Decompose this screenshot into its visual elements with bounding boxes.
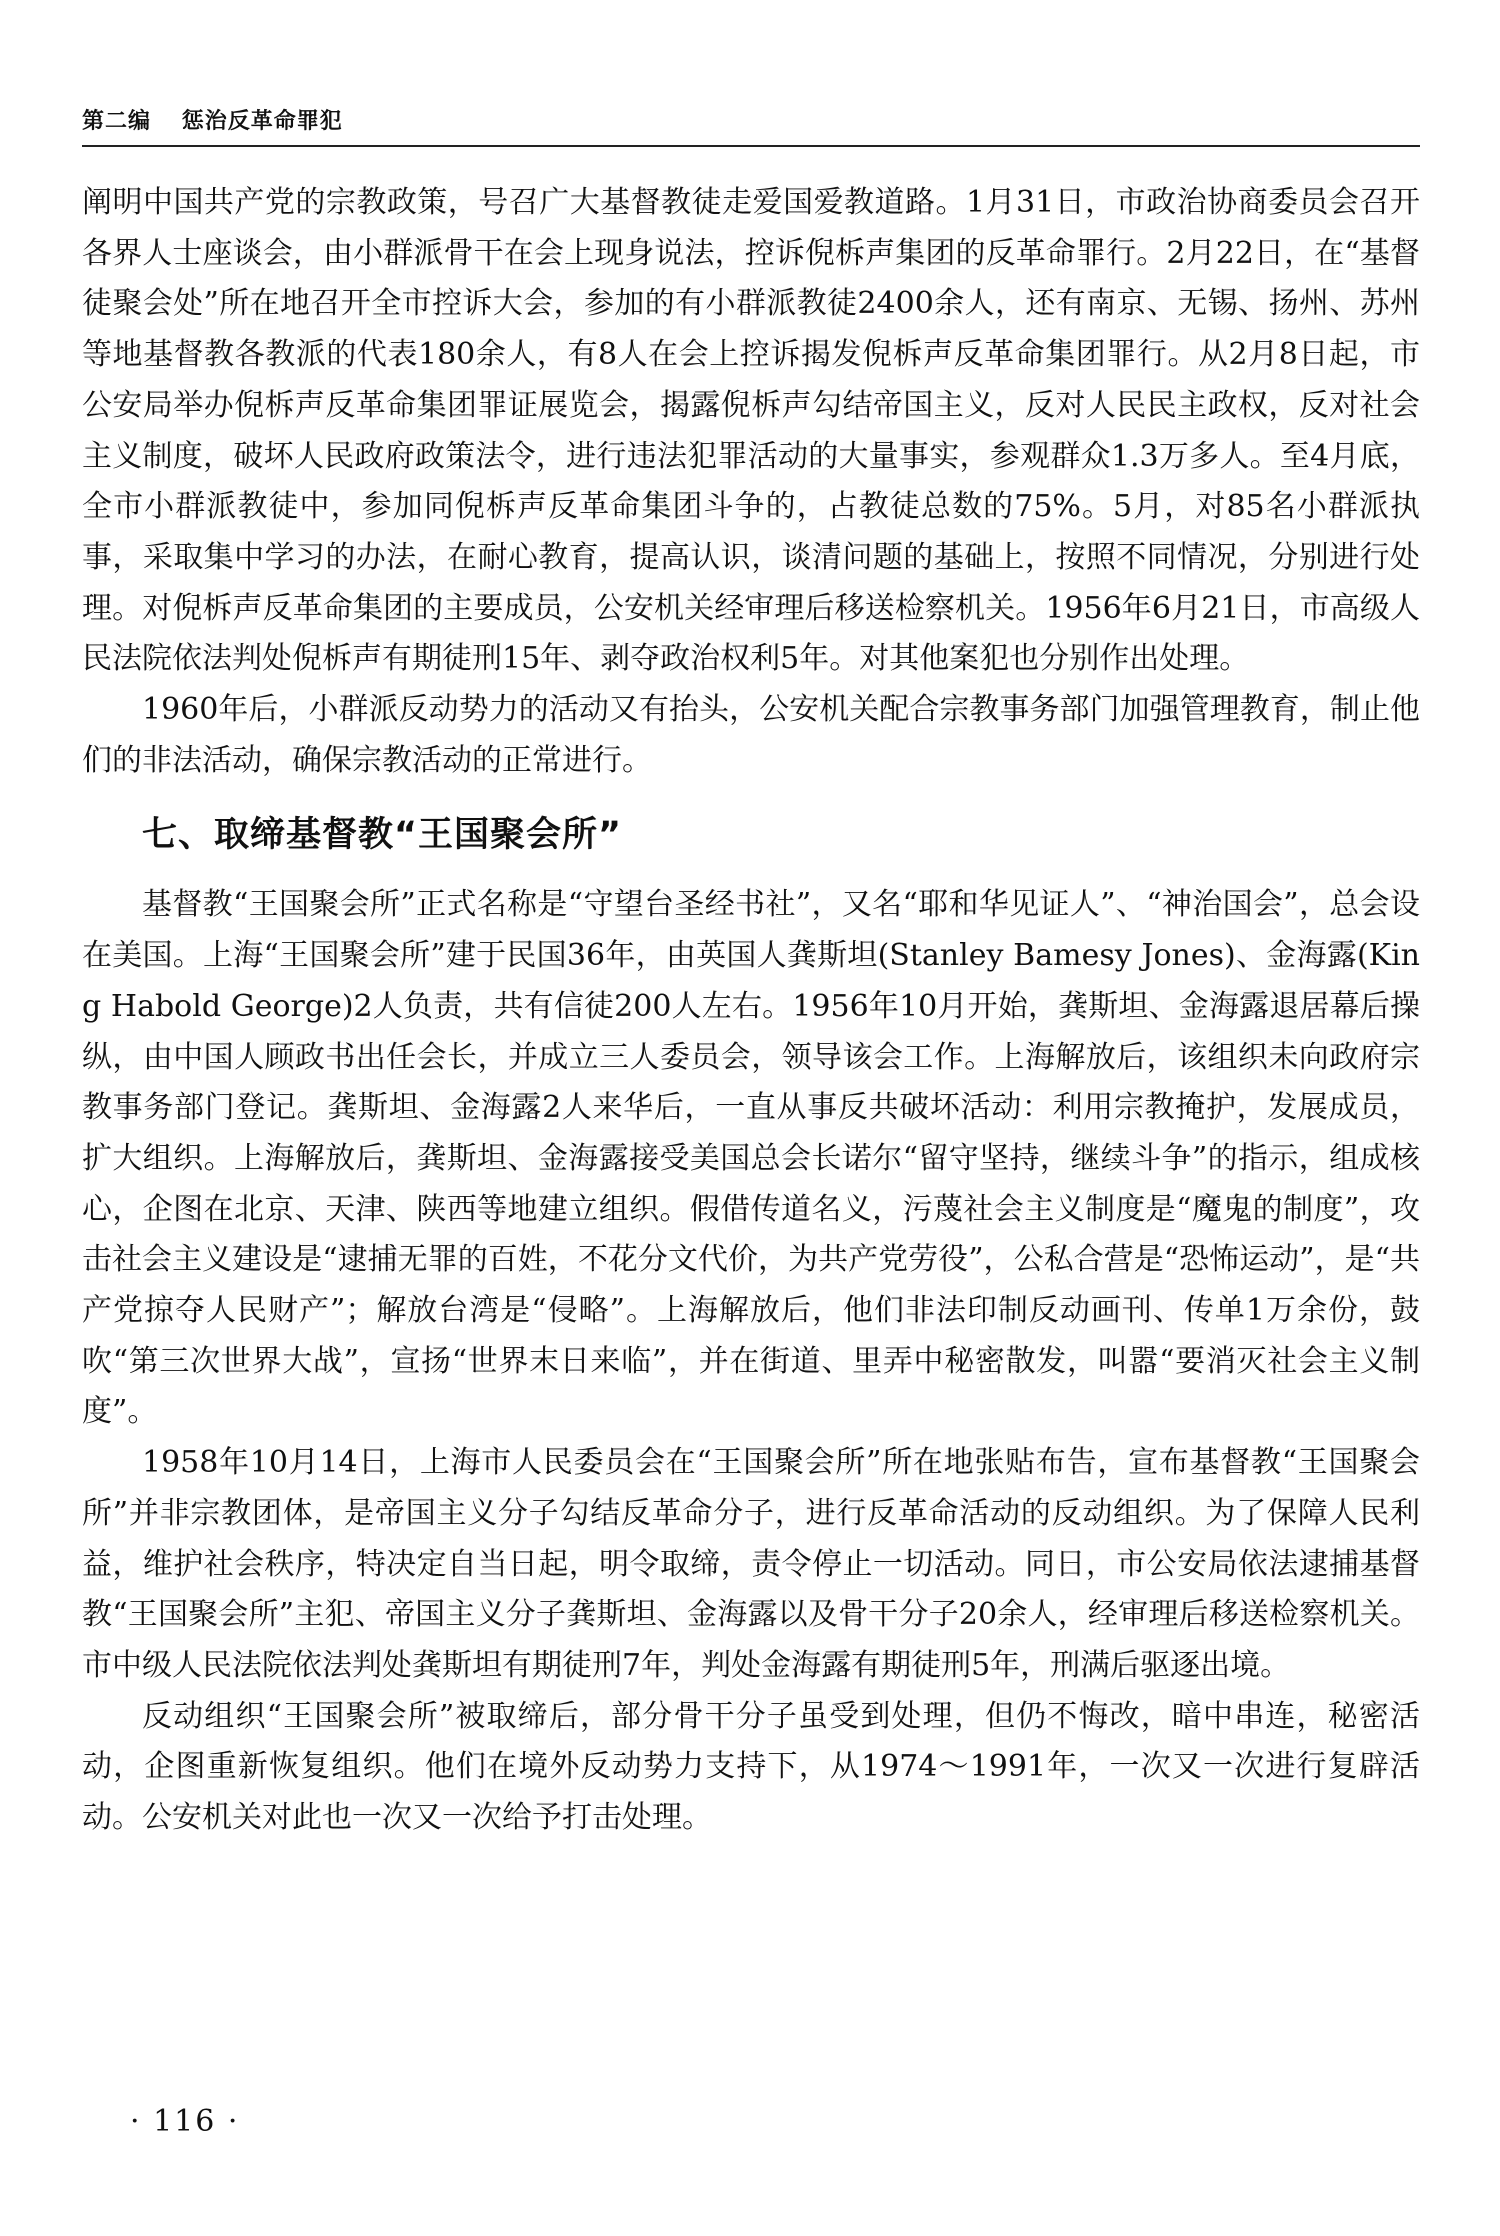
header-title: 惩治反革命罪犯 bbox=[181, 109, 343, 134]
paragraph-5: 反动组织“王国聚会所”被取缔后，部分骨干分子虽受到处理，但仍不悔改，暗中串连，秘密活动，企图重新恢复组织。他们在境外反动势力支持下，从1974～1991年，一次又一次进行复辟活动。公安机关对此也一次又一次给予打击处理。 bbox=[82, 1698, 1420, 1836]
paragraph-2: 1960年后，小群派反动势力的活动又有抬头，公安机关配合宗教事务部门加强管理教育，制止他们的非法活动，确保宗教活动的正常进行。 bbox=[82, 692, 1420, 778]
paragraph-1: 阐明中国共产党的宗教政策，号召广大基督教徒走爱国爱教道路。1月31日，市政治协商委员会召开各界人士座谈会，由小群派骨干在会上现身说法，控诉倪柝声集团的反革命罪行。2月22日，在“基督徒聚会处”所在地召开全市控诉大会，参加的有小群派教徒2400余人，还有南京、无锡、扬州、苏州等地基督教各教派的代表180余人，有8人在会上控诉揭发倪柝声反革命集团罪行。从2月8日起，市公安局举办倪柝声反革命集团罪证展览会，揭露倪柝声勾结帝国主义，反对人民民主政权，反对社会主义制度，破坏人民政府政策法令，进行违法犯罪活动的大量事实，参观群众1.3万多人。至4月底，全市小群派教徒中，参加同倪柝声反革命集团斗争的，占教徒总数的75%。5月，对85名小群派执事，采取集中学习的办法，在耐心教育，提高认识，谈清问题的基础上，按照不同情况，分别进行处理。对倪柝声反革命集团的主要成员，公安机关经审理后移送检察机关。1956年6月21日，市高级人民法院依法判处倪柝声有期徒刑15年、剥夺政治权利5年。对其他案犯也分别作出处理。 bbox=[82, 185, 1420, 677]
body-text bbox=[82, 178, 1420, 1844]
header-divider bbox=[82, 145, 1420, 147]
section-heading: 七、取缔基督教“王国聚会所” bbox=[142, 815, 623, 856]
header-part: 第二编 bbox=[82, 109, 152, 134]
running-header bbox=[82, 104, 343, 135]
paragraph-4: 1958年10月14日，上海市人民委员会在“王国聚会所”所在地张贴布告，宣布基督教“王国聚会所”并非宗教团体，是帝国主义分子勾结反革命分子，进行反革命活动的反动组织。为了保障人民利益，维护社会秩序，特决定自当日起，明令取缔，责令停止一切活动。同日，市公安局依法逮捕基督教“王国聚会所”主犯、帝国主义分子龚斯坦、金海露以及骨干分子20余人，经审理后移送检察机关。市中级人民法院依法判处龚斯坦有期徒刑7年，判处金海露有期徒刑5年，刑满后驱逐出境。 bbox=[82, 1445, 1420, 1683]
page-number: · 116 · bbox=[130, 2104, 240, 2139]
paragraph-3: 基督教“王国聚会所”正式名称是“守望台圣经书社”，又名“耶和华见证人”、“神治国会”，总会设在美国。上海“王国聚会所”建于民国36年，由英国人龚斯坦(Stanley Bamesy Jones)、金海露(King Habold George)2人负责，共有信徒200人左右。1956年10月开始，龚斯坦、金海露退居幕后操纵，由中国人顾政书出任会长，并成立三人委员会，领导该会工作。上海解放后，该组织未向政府宗教事务部门登记。龚斯坦、金海露2人来华后，一直从事反共破坏活动：利用宗教掩护，发展成员，扩大组织。上海解放后，龚斯坦、金海露接受美国总会长诺尔“留守坚持，继续斗争”的指示，组成核心，企图在北京、天津、陕西等地建立组织。假借传道名义，污蔑社会主义制度是“魔鬼的制度”，攻击社会主义建设是“逮捕无罪的百姓，不花分文代价，为共产党劳役”，公私合营是“恐怖运动”，是“共产党掠夺人民财产”；解放台湾是“侵略”。上海解放后，他们非法印制反动画刊、传单1万余份，鼓吹“第三次世界大战”，宣扬“世界末日来临”，并在街道、里弄中秘密散发，叫嚣“要消灭社会主义制度”。 bbox=[82, 887, 1420, 1430]
